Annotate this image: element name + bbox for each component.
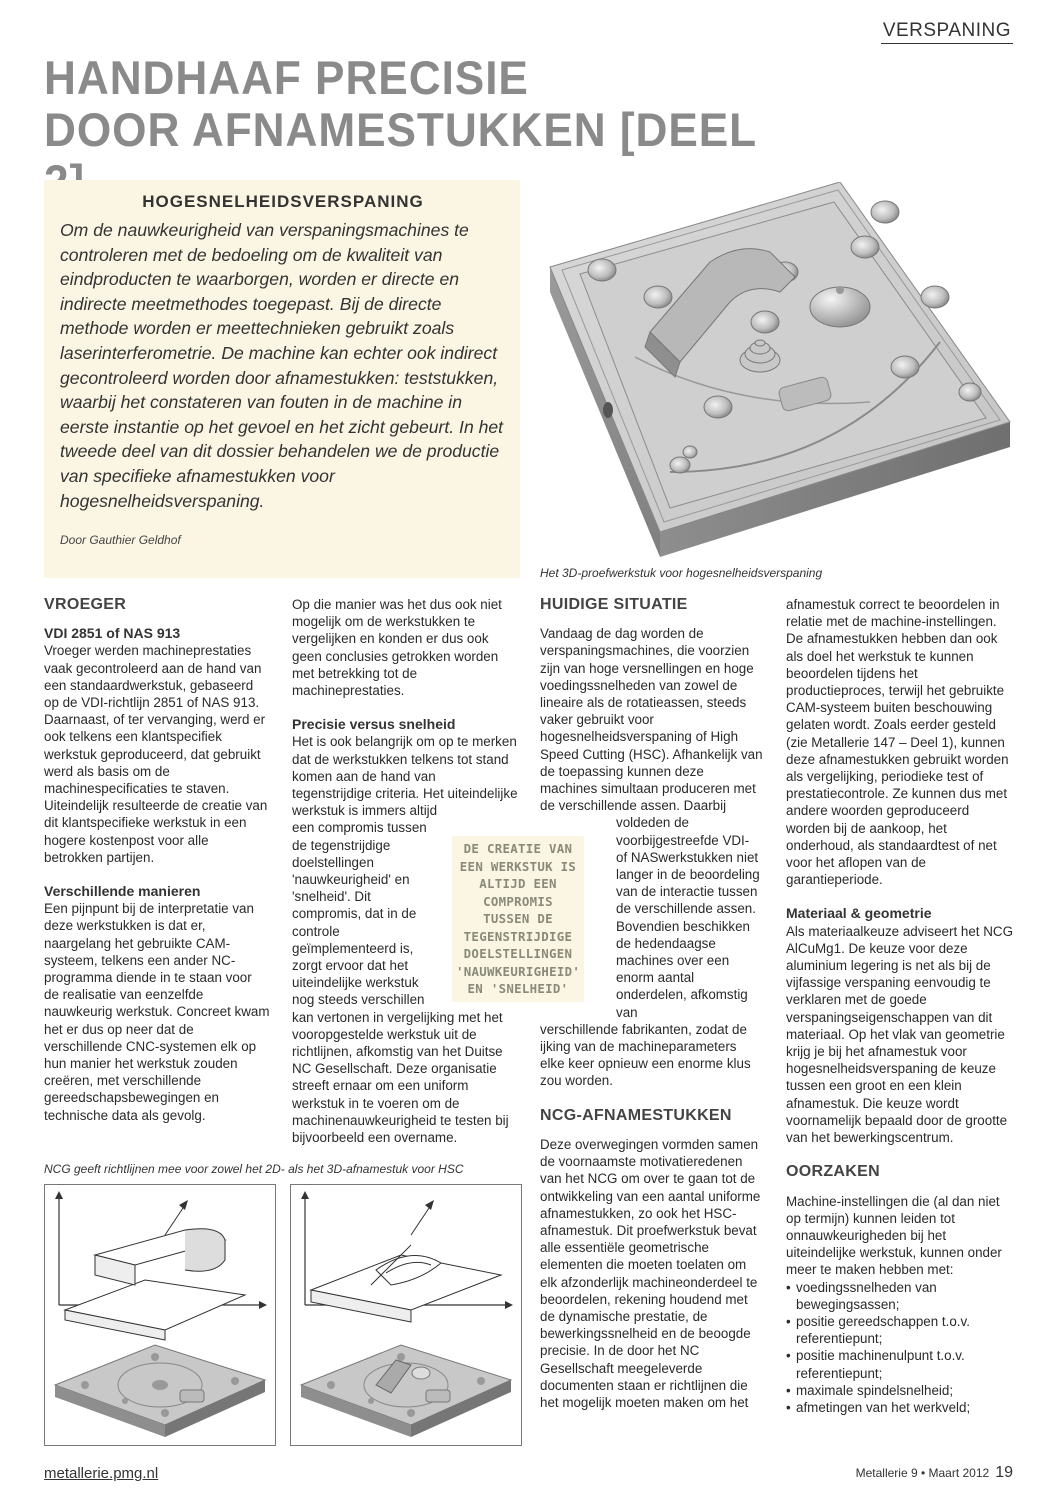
main-figure (540, 182, 1020, 562)
paragraph: Het is ook belangrijk om op te merken dat de werkstukken telkens tot stand komen aan de hand van tegenstrijdige criteria. Het uiteindelijke werkstuk is immers altijd (292, 734, 518, 819)
heading-oorzaken: OORZAKEN (786, 1163, 880, 1181)
heading-vroeger: VROEGER (44, 596, 127, 613)
list-item: • positie machinenulpunt t.o.v. referentiepunt; (786, 1347, 1014, 1381)
causes-list (786, 1279, 1014, 1417)
paragraph: Een pijnpunt bij de interpretatie van deze werkstukken is dat er, naargelang het gebruikte CAM-systeem, telkens een ander NC-programma diende in te staan voor de realisatie van eenzelfde nauwkeurig werkstuk. Concreet kwam het er dus op neer dat de verschillende CNC-systemen elk op hun manier het werkstuk zouden creëren, met verschillende gereedschapsbewegingen en technische data als gevolg. (44, 901, 270, 1123)
subheading-materiaal: Materiaal & geometrie (786, 905, 932, 922)
paragraph: een compromis tussen de tegenstrijdige doelstellingen 'nauwkeurigheid' en 'snelheid'. Dit compromis, dat in de controle geïmplementeerd is, zorgt ervoor dat het uiteindelijke werkstuk nog steeds verschillen (292, 820, 427, 1008)
heading-huidige-situatie: HUIDIGE SITUATIE (540, 596, 688, 613)
paragraph: Vroeger werden machineprestaties vaak gecontroleerd aan de hand van een standaardwerkstuk, gebaseerd op de VDI-richtlijn 2851 of NAS 913. Daarnaast, of ter vervanging, werd er ook telkens een klantspecifiek werkstuk geproduceerd, dat gebruikt werd als basis om de machinespecificaties te staven. Uiteindelijk resulteerde de creatie van dit klantspecifieke werkstuk in een hogere kostenpost voor alle betrokken partijen. (44, 643, 268, 865)
list-item: • voedingssnelheden van bewegingsassen; (786, 1279, 1014, 1313)
footer-issue (856, 1464, 1013, 1482)
paragraph: Als materiaalkeuze adviseert het NCG AlCuMg1. De keuze voor deze aluminium legering is net als bij de vijfassige verspaning eenvoudig te verklaren met de goede verspaningseigenschappen van dit materiaal. Op het vlak van geometrie krijg je bij het afnamestuk voor hogesnelheidsverspaning de keuze tussen een groot en een klein afnamestuk. Die keuze wordt voornamelijk bepaald door de grootte van het bewerkingscentrum. (786, 923, 1013, 1146)
subheading-manieren: Verschillende manieren (44, 883, 201, 900)
bottom-figure-caption: NCG geeft richtlijnen mee voor zowel het 2D- als het 3D-afnamestuk voor HSC (44, 1162, 464, 1176)
list-item: • positie gereedschappen t.o.v. referentiepunt; (786, 1313, 1014, 1347)
paragraph: Vandaag de dag worden de verspaningsmachines, die voorzien zijn van hoge versnellingen en hoge voedingssnelheden van zowel de lineaire als de rotatieassen, steeds vaker gebruikt voor hogesnelheidsverspaning of High Speed Cutting (HSC). Afhankelijk van de toepassing kunnen deze machines simultaan produceren met de verschillende assen. Daarbij (540, 626, 763, 814)
intro-heading: HOGESNELHEIDSVERSPANING (142, 192, 424, 211)
list-item: • afmetingen van het werkveld; (786, 1399, 1014, 1416)
diagram-2d-illustration (45, 1185, 275, 1445)
column-4 (786, 596, 1014, 1416)
intro-text: Om de nauwkeurigheid van verspaningsmachines te controleren met de bedoeling om de kwaliteit van eindproducten te waarborgen, worden er directe en indirecte meetmethodes toegepast. Bij de directe methode worden er meettechnieken gebruikt zoals laserinterferometrie. De machine kan echter ook indirect gecontroleerd worden door afnamestukken: teststukken, waarbij het constateren van fouten in de machine in eerste instantie op het gevoel en het zicht gebeurt. In het tweede deel van dit dossier behandelen we de productie van specifieke afnamestukken voor hogesnelheidsverspaning. (60, 220, 504, 511)
section-label: VERSPANING (881, 20, 1013, 44)
paragraph: kan vertonen in vergelijking met het vooropgestelde werkstuk uit de richtlijnen, afkomstig van het Duitse NC Gesellschaft. Deze organisatie streeft ernaar om een uniform werkstuk in te voeren om de machinenauwkeurigheid te testen bij bijvoorbeeld een overname. (292, 1009, 509, 1146)
issue-info: Metallerie 9 • Maart 2012 (855, 1466, 990, 1480)
subheading-vdi: VDI 2851 of NAS 913 (44, 625, 181, 642)
footer-website[interactable]: metallerie.pmg.nl (44, 1465, 159, 1482)
subheading-precisie: Precisie versus snelheid (292, 716, 456, 733)
paragraph: Deze overwegingen vormden samen de voornaamste motivatieredenen van het NCG om over te gaan tot de ontwikkeling van een aantal uniforme afnamestukken, zo ook het HSC-afnamestuk. Dit proefwerkstuk bevat alle essentiële geometrische elementen die moeten toelaten om elk afzonderlijk machineonderdeel te beoordelen, rekening houdend met de dynamische prestatie, de bewerkingssnelheid en de beoogde precisie. In de door het NC Gesellschaft meegeleverde documenten staan er richtlijnen die het mogelijk moeten maken om het (540, 1136, 761, 1410)
paragraph: afnamestuk correct te beoordelen in relatie met de machine-instellingen. De afnamestukken hebben dan ook als doel het werkstuk te kunnen beoordelen tijdens het productieproces, terwijl het gebruikte CAM-systeem buiten beschouwing gelaten wordt. Zoals eerder gesteld (zie Metallerie 147 – Deel 1), kunnen deze afnamestukken gebruikt worden als vergelijking, periodieke test of prestatiecontrole. Ze kunnen dus met andere woorden geproduceerd worden bij de aankoop, het onderhoud, als standaardtest of net voor het aflopen van de garantieperiode. (786, 597, 1009, 888)
page-number: 19 (995, 1464, 1013, 1481)
paragraph: Machine-instellingen die (al dan niet op termijn) kunnen leiden tot onnauwkeurigheden bij het uiteindelijke werkstuk, kunnen onder meer te maken hebben met: (786, 1193, 1002, 1278)
list-item: • maximale spindelsnelheid; (786, 1382, 1014, 1399)
title-line-1: HANDHAAF PRECISIE (44, 51, 529, 104)
figure-2d-workpiece (44, 1184, 276, 1446)
hsc-workpiece-illustration (540, 182, 1020, 562)
figure-3d-workpiece (290, 1184, 522, 1446)
column-1 (44, 596, 270, 1124)
diagram-3d-illustration (291, 1185, 521, 1445)
paragraph: voldeden de voorbijgestreefde VDI- of NASwerkstukken niet langer in de beoordeling van de interactie tussen de verschillende assen. Bovendien beschikken de hedendaagse machines over een enorm aantal onderdelen, afkomstig van (616, 815, 760, 1020)
intro-box (44, 180, 520, 578)
paragraph: Op die manier was het dus ook niet mogelijk om de werkstukken te vergelijken en konden er dus ook geen conclusies getrokken worden met betrekking tot de machineprestaties. (292, 597, 502, 699)
title-line-2: DOOR AFNAMESTUKKEN [DEEL (44, 103, 757, 156)
column-3 (540, 596, 764, 1411)
main-figure-caption: Het 3D-proefwerkstuk voor hogesnelheidsverspaning (540, 566, 823, 580)
byline: Door Gauthier Geldhof (60, 533, 181, 548)
heading-ncg-afnamestukken: NCG-AFNAMESTUKKEN (540, 1106, 732, 1124)
paragraph: verschillende fabrikanten, zodat de ijking van de machineparameters elke keer opnieuw een enorme klus zou worden. (540, 1021, 751, 1089)
pull-quote-text: DE CREATIE VAN EEN WERKSTUK IS ALTIJD EEN COMPROMIS TUSSEN DE TEGENSTRIJDIGE DOELSTELLINGEN 'NAUWKEURIGHEID' EN 'SNELHEID' (456, 841, 581, 996)
